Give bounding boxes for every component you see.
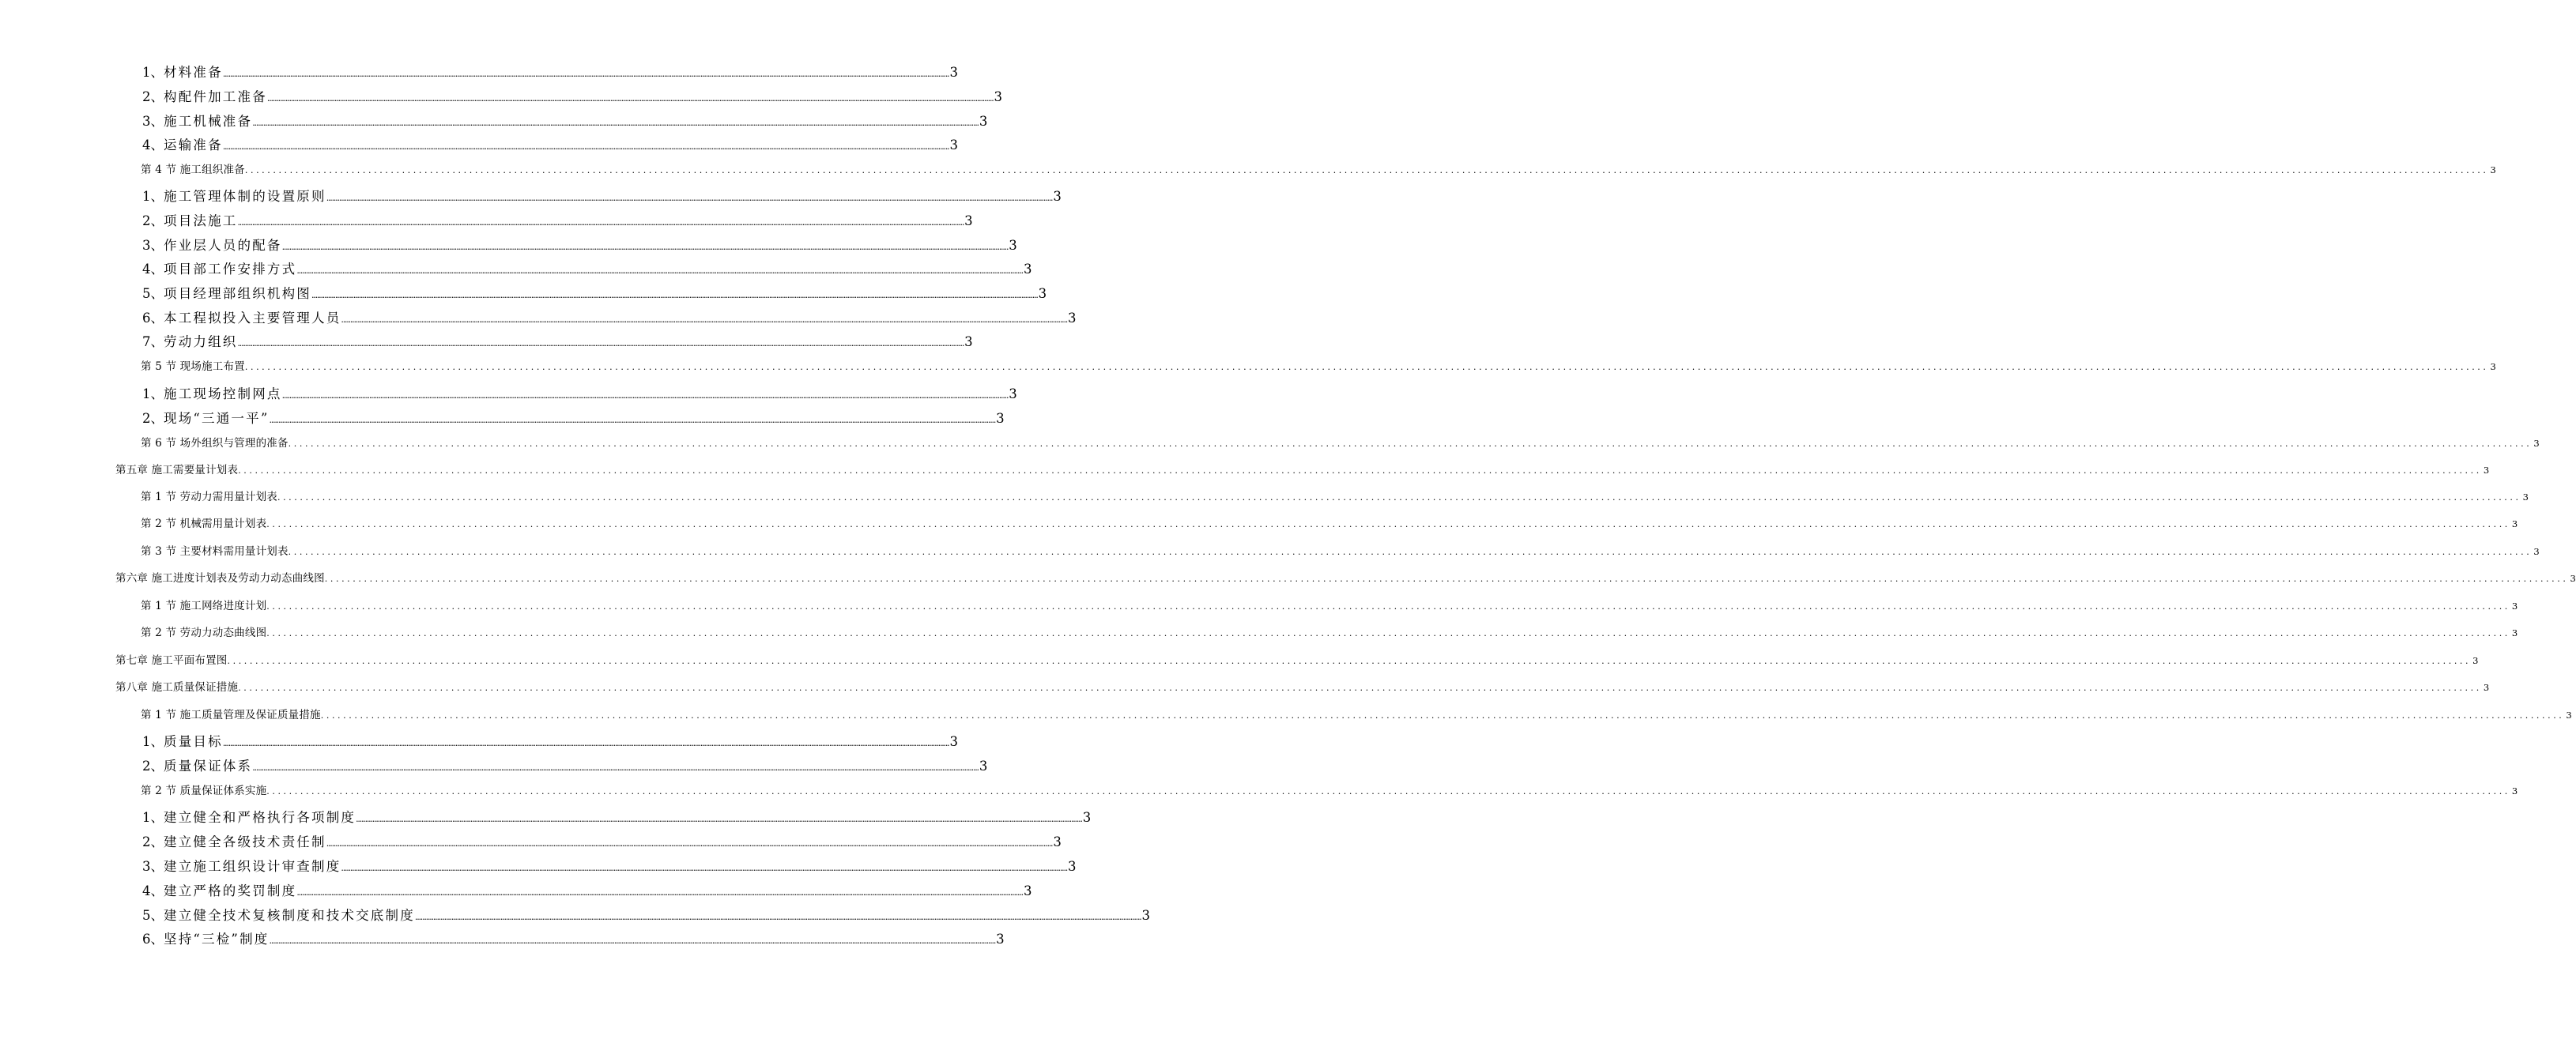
toc-page-number: 3 bbox=[2490, 164, 2496, 175]
toc-entry-title: 第五章 施工需要量计划表 bbox=[115, 464, 239, 476]
toc-page-number: 3 bbox=[1023, 262, 1032, 277]
toc-page-number: 3 bbox=[994, 89, 1003, 104]
toc-dot-leader: ................................................................................................................................................................................................................................................................................................................................................................................................................ bbox=[296, 266, 1023, 276]
toc-entry-title: 第 2 节 机械需用量计划表 bbox=[141, 518, 267, 530]
toc-entry-number: 2、 bbox=[142, 411, 164, 426]
toc-page-number: 3 bbox=[964, 213, 973, 228]
toc-dot-leader: ................................................................................................................................................................................................................................................................................................................................................................................................................ bbox=[326, 193, 1053, 203]
toc-entry-title: 建立健全各级技术责任制 bbox=[164, 834, 326, 849]
toc-entry[interactable] bbox=[141, 360, 2496, 373]
toc-entry[interactable] bbox=[142, 883, 1032, 898]
toc-entry[interactable] bbox=[115, 654, 2479, 667]
toc-entry-number: 1、 bbox=[142, 189, 164, 204]
toc-dot-leader: ................................................................................................................................................................................................................................................................................................................................................................................................................ bbox=[269, 936, 996, 946]
toc-dot-leader: ................................................................................................................................................................................................................................................................................................................................................................................................................ bbox=[341, 863, 1068, 873]
toc-page-number: 3 bbox=[1141, 908, 1151, 923]
toc-page-number: 3 bbox=[1038, 286, 1047, 301]
toc-dot-leader: ................................................................................................................................................................................................................................................................................................................................................................................................................ bbox=[266, 628, 2510, 638]
toc-entry[interactable] bbox=[141, 709, 2572, 721]
toc-page-number: 3 bbox=[1082, 810, 1092, 825]
toc-dot-leader: ................................................................................................................................................................................................................................................................................................................................................................................................................ bbox=[356, 814, 1082, 824]
toc-entry-title: 第 4 节 施工组织准备 bbox=[141, 164, 245, 176]
toc-page-number: 3 bbox=[2522, 491, 2529, 503]
toc-dot-leader: ................................................................................................................................................................................................................................................................................................................................................................................................................ bbox=[227, 656, 2472, 666]
toc-entry-number: 6、 bbox=[142, 932, 164, 947]
toc-page-number: 3 bbox=[2483, 682, 2490, 693]
toc-entry[interactable] bbox=[141, 785, 2518, 797]
toc-dot-leader: ................................................................................................................................................................................................................................................................................................................................................................................................................ bbox=[281, 242, 1009, 252]
toc-entry[interactable] bbox=[141, 627, 2518, 639]
toc-entry-number: 6、 bbox=[142, 311, 164, 326]
toc-dot-leader: ................................................................................................................................................................................................................................................................................................................................................................................................................ bbox=[222, 141, 949, 152]
toc-entry-title: 本工程拟投入主要管理人员 bbox=[164, 311, 341, 326]
toc-page-number: 3 bbox=[1023, 883, 1032, 898]
toc-dot-leader: ................................................................................................................................................................................................................................................................................................................................................................................................................ bbox=[252, 118, 979, 128]
toc-entry-number: 1、 bbox=[142, 65, 164, 80]
toc-dot-leader: ................................................................................................................................................................................................................................................................................................................................................................................................................ bbox=[288, 439, 2533, 449]
toc-entry-title: 建立健全和严格执行各项制度 bbox=[164, 810, 356, 825]
toc-page-number: 3 bbox=[996, 932, 1005, 947]
toc-entry-title: 第 3 节 主要材料需用量计划表 bbox=[141, 545, 289, 558]
toc-entry-title: 第八章 施工质量保证措施 bbox=[115, 681, 239, 694]
toc-entry-title: 第 1 节 施工质量管理及保证质量措施 bbox=[141, 709, 321, 721]
toc-dot-leader: ................................................................................................................................................................................................................................................................................................................................................................................................................ bbox=[414, 912, 1141, 922]
toc-entry-number: 2、 bbox=[142, 89, 164, 104]
toc-entry[interactable] bbox=[141, 518, 2518, 530]
toc-page-number: 3 bbox=[2483, 465, 2490, 476]
toc-entry-title: 建立严格的奖罚制度 bbox=[164, 883, 297, 898]
toc-entry-number: 7、 bbox=[142, 334, 164, 349]
toc-dot-leader: ................................................................................................................................................................................................................................................................................................................................................................................................................ bbox=[266, 601, 2510, 612]
toc-page-number: 3 bbox=[1068, 311, 1077, 326]
toc-page-number: 3 bbox=[2566, 710, 2572, 721]
toc-entry-title: 质量保证体系 bbox=[164, 759, 253, 774]
toc-entry-number: 1、 bbox=[142, 734, 164, 749]
toc-dot-leader: ................................................................................................................................................................................................................................................................................................................................................................................................................ bbox=[266, 519, 2510, 529]
toc-entry-title: 施工管理体制的设置原则 bbox=[164, 189, 326, 204]
toc-entry-number: 2、 bbox=[142, 213, 164, 228]
toc-entry-number: 5、 bbox=[142, 286, 164, 301]
toc-entry[interactable] bbox=[142, 238, 1017, 253]
toc-entry-title: 项目经理部组织机构图 bbox=[164, 286, 311, 301]
toc-dot-leader: ................................................................................................................................................................................................................................................................................................................................................................................................................ bbox=[266, 93, 994, 104]
toc-page-number: 3 bbox=[964, 334, 973, 349]
toc-entry-number: 1、 bbox=[142, 810, 164, 825]
toc-page-number: 3 bbox=[2511, 627, 2518, 638]
toc-entry-title: 构配件加工准备 bbox=[164, 89, 267, 104]
toc-entry[interactable] bbox=[142, 89, 1003, 104]
toc-page-number: 3 bbox=[2511, 785, 2518, 796]
toc-entry-title: 现场“三通一平” bbox=[164, 411, 270, 426]
toc-entry[interactable] bbox=[142, 189, 1062, 204]
toc-entry-title: 第 1 节 施工网络进度计划 bbox=[141, 600, 267, 612]
toc-dot-leader: ................................................................................................................................................................................................................................................................................................................................................................................................................ bbox=[238, 465, 2482, 476]
toc-page-number: 3 bbox=[1053, 189, 1062, 204]
toc-page-number: 3 bbox=[2511, 518, 2518, 529]
toc-dot-leader: ................................................................................................................................................................................................................................................................................................................................................................................................................ bbox=[326, 838, 1053, 849]
toc-entry-title: 项目部工作安排方式 bbox=[164, 262, 297, 277]
toc-entry-number: 2、 bbox=[142, 759, 164, 774]
toc-page-number: 3 bbox=[979, 114, 988, 129]
toc-entry-number: 5、 bbox=[142, 908, 164, 923]
toc-dot-leader: ................................................................................................................................................................................................................................................................................................................................................................................................................ bbox=[266, 786, 2510, 796]
toc-entry[interactable] bbox=[142, 859, 1077, 874]
toc-page-number: 3 bbox=[2570, 573, 2576, 584]
toc-entry[interactable] bbox=[142, 759, 988, 774]
toc-page-number: 3 bbox=[1009, 238, 1017, 253]
toc-page-number: 3 bbox=[2533, 546, 2540, 557]
toc-page-number: 3 bbox=[2533, 438, 2540, 449]
toc-dot-leader: ................................................................................................................................................................................................................................................................................................................................................................................................................ bbox=[222, 738, 949, 748]
toc-entry[interactable] bbox=[142, 908, 1151, 923]
toc-page-number: 3 bbox=[1053, 834, 1062, 849]
toc-page-number: 3 bbox=[2472, 655, 2479, 666]
toc-dot-leader: ................................................................................................................................................................................................................................................................................................................................................................................................................ bbox=[244, 362, 2489, 372]
toc-entry[interactable] bbox=[142, 311, 1077, 326]
toc-entry-title: 第 5 节 现场施工布置 bbox=[141, 360, 245, 373]
toc-entry-number: 3、 bbox=[142, 859, 164, 874]
toc-entry[interactable] bbox=[142, 932, 1005, 947]
toc-dot-leader: ................................................................................................................................................................................................................................................................................................................................................................................................................ bbox=[252, 763, 979, 773]
toc-entry[interactable] bbox=[115, 464, 2490, 476]
toc-dot-leader: ................................................................................................................................................................................................................................................................................................................................................................................................................ bbox=[281, 390, 1009, 401]
toc-page-number: 3 bbox=[2490, 361, 2496, 372]
toc-entry-number: 2、 bbox=[142, 834, 164, 849]
toc-entry[interactable] bbox=[141, 545, 2540, 558]
toc-entry[interactable] bbox=[142, 810, 1092, 825]
toc-dot-leader: ................................................................................................................................................................................................................................................................................................................................................................................................................ bbox=[222, 69, 949, 79]
toc-entry-title: 第 2 节 质量保证体系实施 bbox=[141, 785, 267, 797]
toc-entry-title: 运输准备 bbox=[164, 137, 223, 153]
toc-entry-number: 4、 bbox=[142, 137, 164, 153]
toc-entry-title: 材料准备 bbox=[164, 65, 223, 80]
toc-entry-title: 质量目标 bbox=[164, 734, 223, 749]
toc-entry[interactable] bbox=[142, 386, 1017, 401]
toc-entry[interactable] bbox=[142, 114, 988, 129]
toc-entry[interactable] bbox=[142, 286, 1047, 301]
toc-entry-title: 建立健全技术复核制度和技术交底制度 bbox=[164, 908, 415, 923]
toc-entry-title: 劳动力组织 bbox=[164, 334, 238, 349]
toc-entry-title: 第 6 节 场外组织与管理的准备 bbox=[141, 437, 289, 450]
toc-entry[interactable] bbox=[142, 262, 1032, 277]
toc-page-number: 3 bbox=[949, 137, 958, 153]
toc-dot-leader: ................................................................................................................................................................................................................................................................................................................................................................................................................ bbox=[311, 290, 1038, 300]
toc-page-number: 3 bbox=[979, 759, 988, 774]
toc-entry-number: 4、 bbox=[142, 883, 164, 898]
toc-entry-title: 施工现场控制网点 bbox=[164, 386, 282, 401]
toc-entry-number: 3、 bbox=[142, 114, 164, 129]
toc-entry-title: 第 2 节 劳动力动态曲线图 bbox=[141, 627, 267, 639]
toc-entry[interactable] bbox=[141, 164, 2496, 176]
toc-entry[interactable] bbox=[142, 137, 958, 153]
toc-entry[interactable] bbox=[142, 834, 1062, 849]
toc-entry-number: 4、 bbox=[142, 262, 164, 277]
toc-entry-title: 第 1 节 劳动力需用量计划表 bbox=[141, 491, 277, 503]
toc-entry[interactable] bbox=[142, 65, 958, 80]
toc-page-number: 3 bbox=[949, 734, 958, 749]
toc-dot-leader: ................................................................................................................................................................................................................................................................................................................................................................................................................ bbox=[277, 492, 2521, 503]
toc-entry-title: 项目法施工 bbox=[164, 213, 238, 228]
toc-entry-title: 坚持“三检”制度 bbox=[164, 932, 270, 947]
toc-dot-leader: ................................................................................................................................................................................................................................................................................................................................................................................................................ bbox=[237, 217, 964, 228]
toc-page-number: 3 bbox=[1068, 859, 1077, 874]
toc-dot-leader: ................................................................................................................................................................................................................................................................................................................................................................................................................ bbox=[320, 710, 2565, 721]
toc-dot-leader: ................................................................................................................................................................................................................................................................................................................................................................................................................ bbox=[238, 683, 2482, 693]
toc-entry-title: 第六章 施工进度计划表及劳动力动态曲线图 bbox=[115, 572, 325, 585]
toc-entry-title: 施工机械准备 bbox=[164, 114, 253, 129]
toc-entry-title: 建立施工组织设计审查制度 bbox=[164, 859, 341, 874]
toc-dot-leader: ................................................................................................................................................................................................................................................................................................................................................................................................................ bbox=[288, 547, 2533, 557]
toc-page-number: 3 bbox=[2511, 601, 2518, 612]
toc-page-number: 3 bbox=[949, 65, 958, 80]
toc-entry[interactable] bbox=[142, 213, 973, 228]
toc-entry[interactable] bbox=[115, 681, 2490, 694]
toc-entry-number: 1、 bbox=[142, 386, 164, 401]
toc-entry[interactable] bbox=[142, 334, 973, 349]
toc-entry[interactable] bbox=[142, 411, 1005, 426]
toc-page-number: 3 bbox=[996, 411, 1005, 426]
toc-dot-leader: ................................................................................................................................................................................................................................................................................................................................................................................................................ bbox=[324, 574, 2569, 584]
toc-entry[interactable] bbox=[141, 491, 2529, 503]
toc-dot-leader: ................................................................................................................................................................................................................................................................................................................................................................................................................ bbox=[237, 338, 964, 348]
toc-entry[interactable] bbox=[115, 572, 2576, 585]
toc-dot-leader: ................................................................................................................................................................................................................................................................................................................................................................................................................ bbox=[296, 887, 1023, 898]
toc-entry-title: 第七章 施工平面布置图 bbox=[115, 654, 228, 667]
toc-dot-leader: ................................................................................................................................................................................................................................................................................................................................................................................................................ bbox=[269, 415, 996, 425]
toc-entry-title: 作业层人员的配备 bbox=[164, 238, 282, 253]
toc-page-number: 3 bbox=[1009, 386, 1017, 401]
toc-dot-leader: ................................................................................................................................................................................................................................................................................................................................................................................................................ bbox=[341, 314, 1068, 325]
toc-dot-leader: ................................................................................................................................................................................................................................................................................................................................................................................................................ bbox=[244, 165, 2489, 175]
toc-entry[interactable] bbox=[141, 600, 2518, 612]
toc-entry[interactable] bbox=[142, 734, 958, 749]
toc-entry-number: 3、 bbox=[142, 238, 164, 253]
toc-entry[interactable] bbox=[141, 437, 2540, 450]
